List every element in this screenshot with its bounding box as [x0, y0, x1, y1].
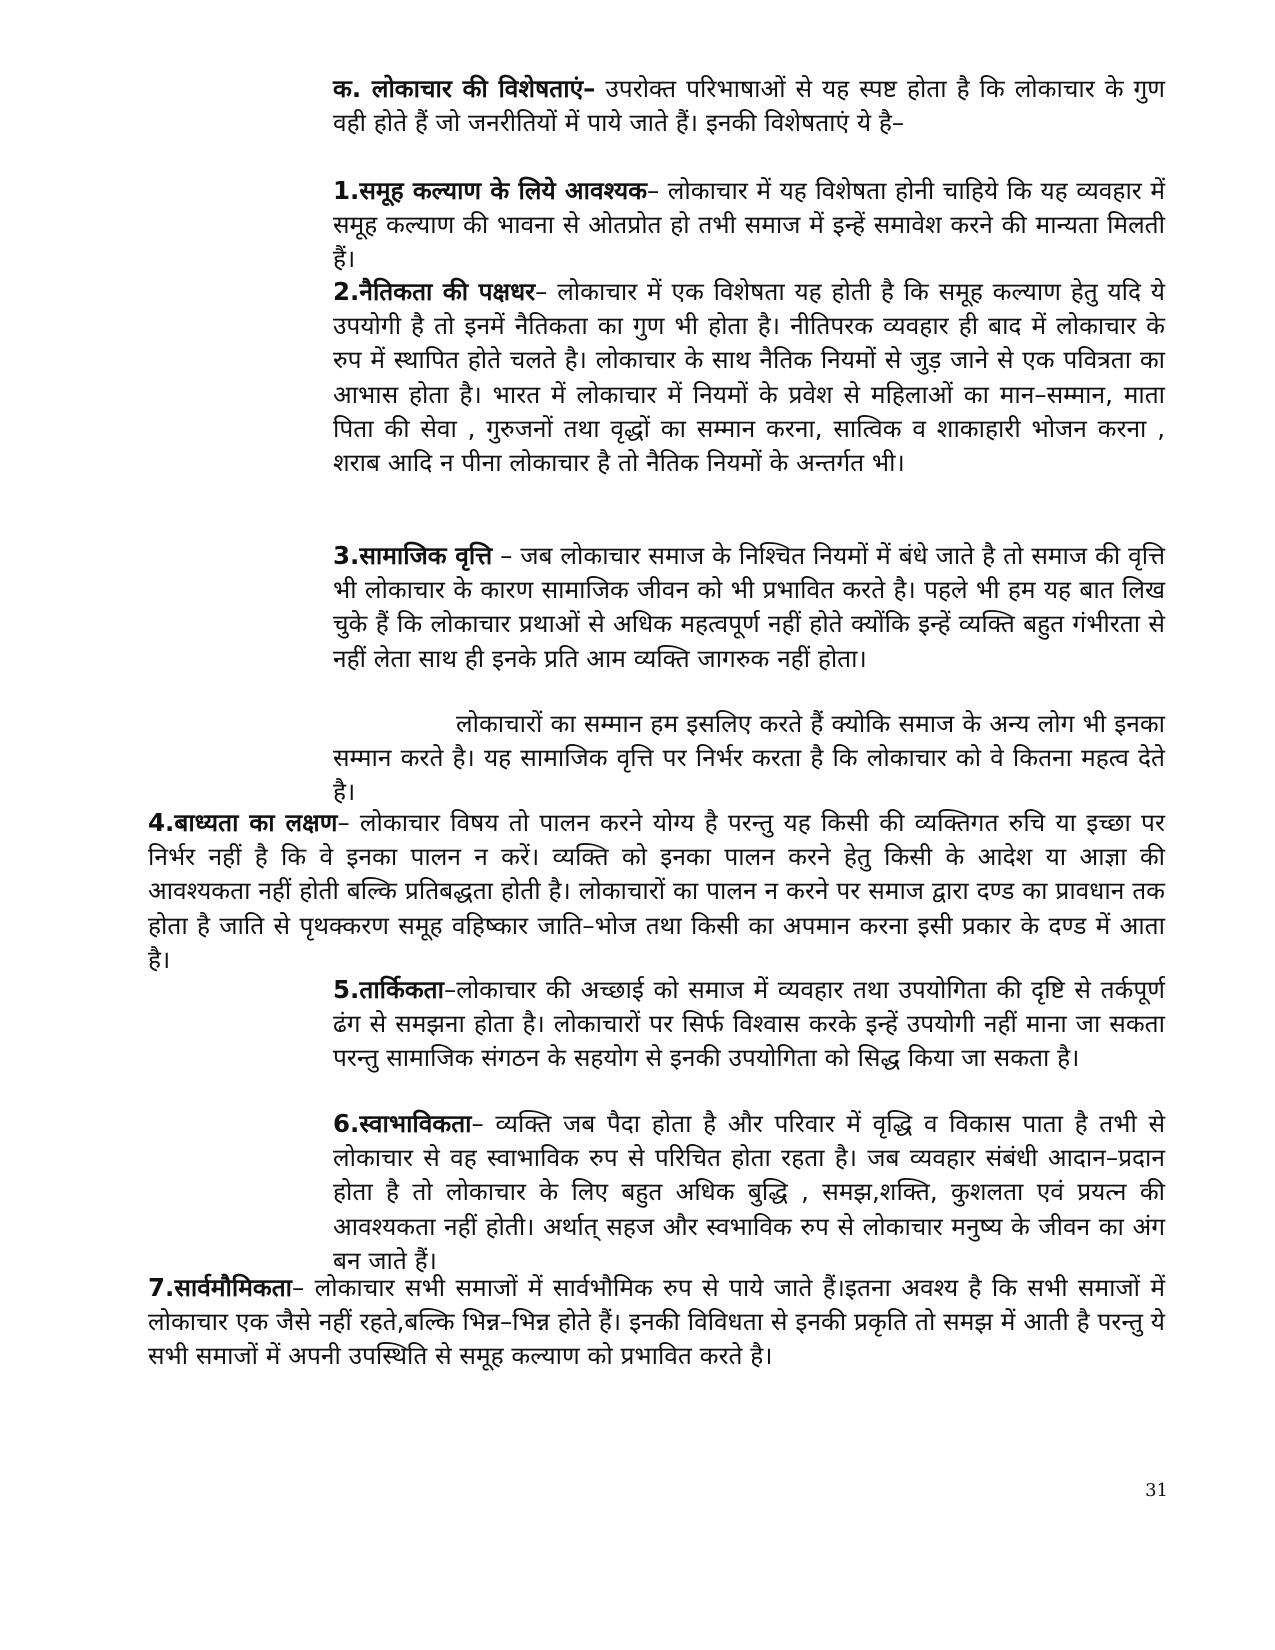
section-k-text: उपरोक्त परिभाषाओं से यह स्पष्ट होता है कि लोकाचार के गुण वही होते हैं जो जनरीतियों में पाये जाते हैं। इनकी विशेषताएं ये है– [333, 74, 1166, 138]
page-number: 31 [1145, 1480, 1168, 1501]
point-7-text: – लोकाचार सभी समाजों में सार्वभौमिक रुप से पाये जाते हैं।इतना अवश्य है कि सभी समाजों में लोकाचार एक जैसे नहीं रहते,बल्कि भिन्न–भिन्न होते हैं। इनकी विविधता से इनकी प्रकृति तो समझ में आती है परन्तु ये सभी समाजों में अपनी उपस्थिति से समूह कल्याण को प्रभावित करते है। [148, 1273, 1165, 1371]
point-3-continuation: लोकाचारों का सम्मान हम इसलिए करते हैं क्योकि समाज के अन्य लोग भी इनका सम्मान करते है। यह सामाजिक वृत्ति पर निर्भर करता है कि लोकाचार को वे कितना महत्व देते है। [333, 709, 1165, 807]
point-6-text: – व्यक्ति जब पैदा होता है और परिवार में वृद्धि व विकास पाता है तभी से लोकाचार से वह स्वाभाविक रुप से परिचित होता रहता है। जब व्यवहार संबंधी आदान–प्रदान होता है तो लोकाचार के लिए बहुत अधिक बुद्धि , समझ,शक्ति, कुशलता एवं प्रयत्न की आवश्यकता नहीं होती। अर्थात् सहज और स्वभाविक रुप से लोकाचार मनुष्य के जीवन का अंग बन जाते हैं। [333, 1109, 1165, 1275]
point-3-text: – जब लोकाचार समाज के निश्चित नियमों में बंधे जाते है तो समाज की वृत्ति भी लोकाचार के कारण सामाजिक जीवन को भी प्रभावित करते है। पहले भी हम यह बात लिख चुके हैं कि लोकाचार प्रथाओं से अधिक महत्वपूर्ण नहीं होते क्योंकि इन्हें व्यक्ति बहुत गंभीरता से नहीं लेता साथ ही इनके प्रति आम व्यक्ति जागरुक नहीं होता। [333, 541, 1166, 673]
point-2-text: – लोकाचार में एक विशेषता यह होती है कि समूह कल्याण हेतु यदि ये उपयोगी है तो इनमें नैतिकता का गुण भी होता है। नीतिपरक व्यवहार ही बाद में लोकाचार के रुप में स्थापित होते चलते है। लोकाचार के साथ नैतिक नियमों से जुड़ जाने से एक पवित्रता का आभास होता है। भारत में लोकाचार में नियमों के प्रवेश से महिलाओं का मान–सम्मान, माता पिता की सेवा , गुरुजनों तथा वृद्धों का सम्मान करना, सात्विक व शाकाहारी भोजन करना , शराब आदि न पीना लोकाचार है तो नैतिक नियमों के अन्तर्गत भी। [333, 277, 1165, 478]
point-4-paragraph [148, 806, 1165, 977]
point-5-paragraph [333, 973, 1165, 1076]
point-3-paragraph [333, 539, 1165, 676]
point-3-heading: 3.सामाजिक वृत्ति [333, 541, 493, 570]
point-1-paragraph [333, 174, 1165, 277]
point-6-paragraph [333, 1107, 1165, 1278]
point-7-heading: 7.सार्वमौमिकता [148, 1273, 293, 1302]
section-k-heading: क. लोकाचार की विशेषताएं– [333, 74, 596, 103]
point-5-text: –लोकाचार की अच्छाई को समाज में व्यवहार तथा उपयोगिता की दृष्टि से तर्कपूर्ण ढंग से समझना होता है। लोकाचारों पर सिर्फ विश्वास करके इन्हें उपयोगी नहीं माना जा सकता परन्तु सामाजिक संगठन के सहयोग से इनकी उपयोगिता को सिद्ध किया जा सकता है। [333, 975, 1165, 1073]
point-5-heading: 5.तार्किकता [333, 975, 444, 1004]
section-k-paragraph [333, 72, 1165, 140]
point-7-paragraph [148, 1271, 1165, 1374]
point-2-heading: 2.नैतिकता की पक्षधर [333, 277, 536, 306]
point-1-text: – लोकाचार में यह विशेषता होनी चाहिये कि यह व्यवहार में समूह कल्याण की भावना से ओतप्रोत हो तभी समाज में इन्हें समावेश करने की मान्यता मिलती हैं। [333, 176, 1165, 274]
point-2-paragraph [333, 275, 1165, 480]
point-6-heading: 6.स्वाभाविकता [333, 1109, 472, 1138]
point-1-heading: 1.समूह कल्याण के लिये आवश्यक [333, 176, 648, 205]
point-4-heading: 4.बाध्यता का लक्षण [148, 808, 338, 837]
point-4-text: – लोकाचार विषय तो पालन करने योग्य है परन्तु यह किसी की व्यक्तिगत रुचि या इच्छा पर निर्भर नहीं है कि वे इनका पालन न करें। व्यक्ति को इनका पालन करने हेतु किसी के आदेश या आज्ञा की आवश्यकता नहीं होती बल्कि प्रतिबद्धता होती है। लोकाचारों का पालन न करने पर समाज द्वारा दण्ड का प्रावधान तक होता है जाति से पृथक्करण समूह वहिष्कार जाति–भोज तथा किसी का अपमान करना इसी प्रकार के दण्ड में आता है। [148, 808, 1165, 974]
